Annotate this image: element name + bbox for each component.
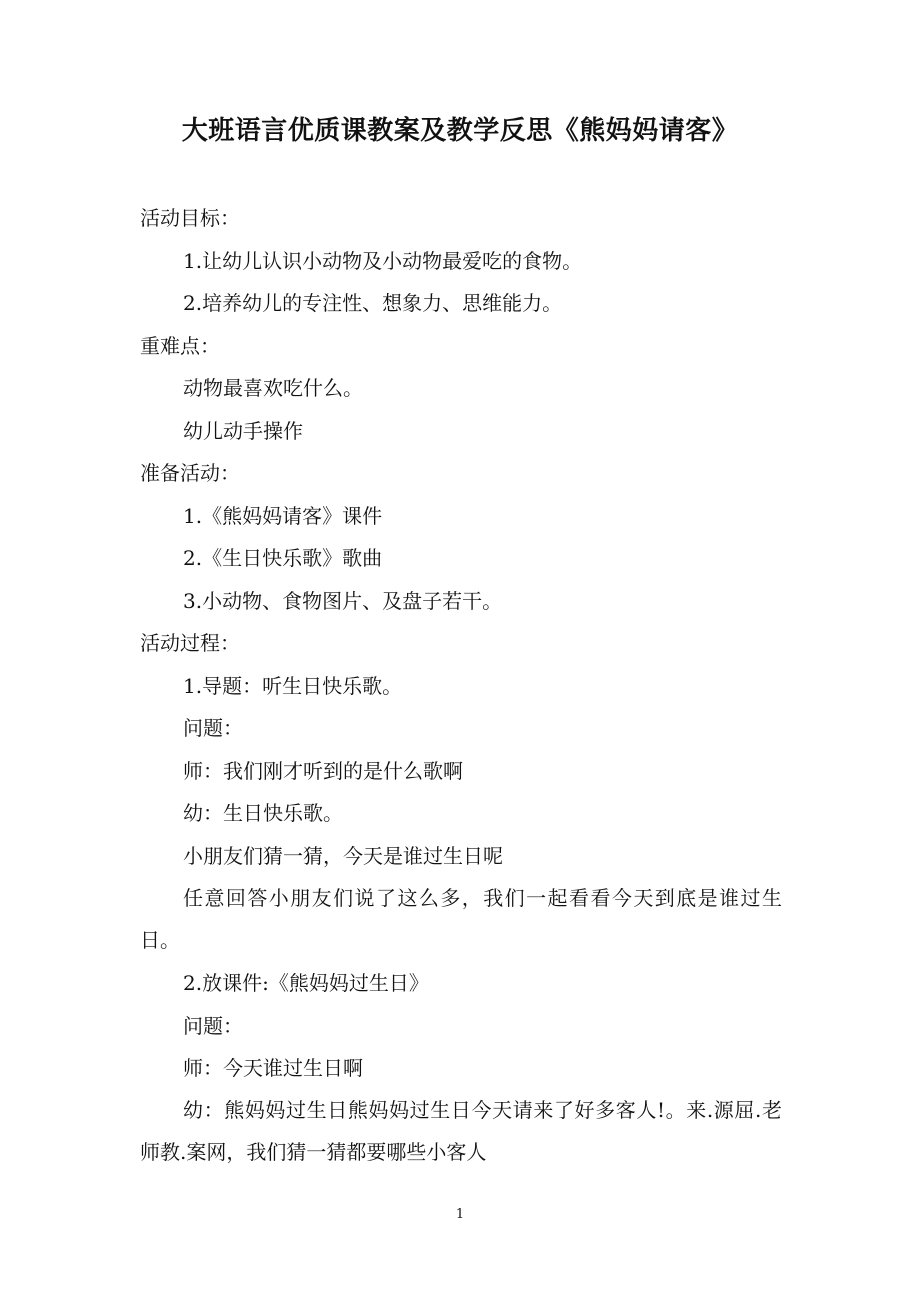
teacher-line-2: 师：今天谁过生日啊 — [183, 1056, 363, 1080]
question-label-1: 问题： — [183, 716, 243, 740]
goal-item-2: 2.培养幼儿的专注性、想象力、思维能力。 — [183, 291, 563, 315]
teacher-line-1: 师：我们刚才听到的是什么歌啊 — [183, 759, 463, 783]
child-paragraph-2: 幼：熊妈妈过生日熊妈妈过生日今天请来了好多客人!。来.源屈.老师教.案网，我们猜一猜都要哪些小客人 — [140, 1098, 782, 1164]
process-step-1: 1.导题：听生日快乐歌。 — [183, 674, 403, 698]
preparation-item-1: 1.《熊妈妈请客》课件 — [183, 504, 383, 528]
heading-activity-goals: 活动目标： — [140, 206, 240, 230]
heading-preparation: 准备活动： — [140, 461, 240, 485]
guess-line: 小朋友们猜一猜，今天是谁过生日呢 — [183, 844, 503, 868]
answer-paragraph: 任意回答小朋友们说了这么多，我们一起看看今天到底是谁过生日。 — [140, 886, 782, 952]
key-point-1: 动物最喜欢吃什么。 — [183, 376, 363, 400]
preparation-item-2: 2.《生日快乐歌》歌曲 — [183, 546, 383, 570]
process-step-2: 2.放课件:《熊妈妈过生日》 — [183, 971, 429, 995]
goal-item-1: 1.让幼儿认识小动物及小动物最爱吃的食物。 — [183, 249, 583, 273]
heading-process: 活动过程： — [140, 631, 240, 655]
child-line-1: 幼：生日快乐歌。 — [183, 801, 343, 825]
question-label-2: 问题： — [183, 1014, 243, 1038]
document-title: 大班语言优质课教案及教学反思《熊妈妈请客》 — [181, 116, 739, 146]
page-number: 1 — [455, 1207, 465, 1222]
key-point-2: 幼儿动手操作 — [183, 419, 303, 443]
heading-key-points: 重难点： — [140, 334, 220, 358]
preparation-item-3: 3.小动物、食物图片、及盘子若干。 — [183, 589, 503, 613]
